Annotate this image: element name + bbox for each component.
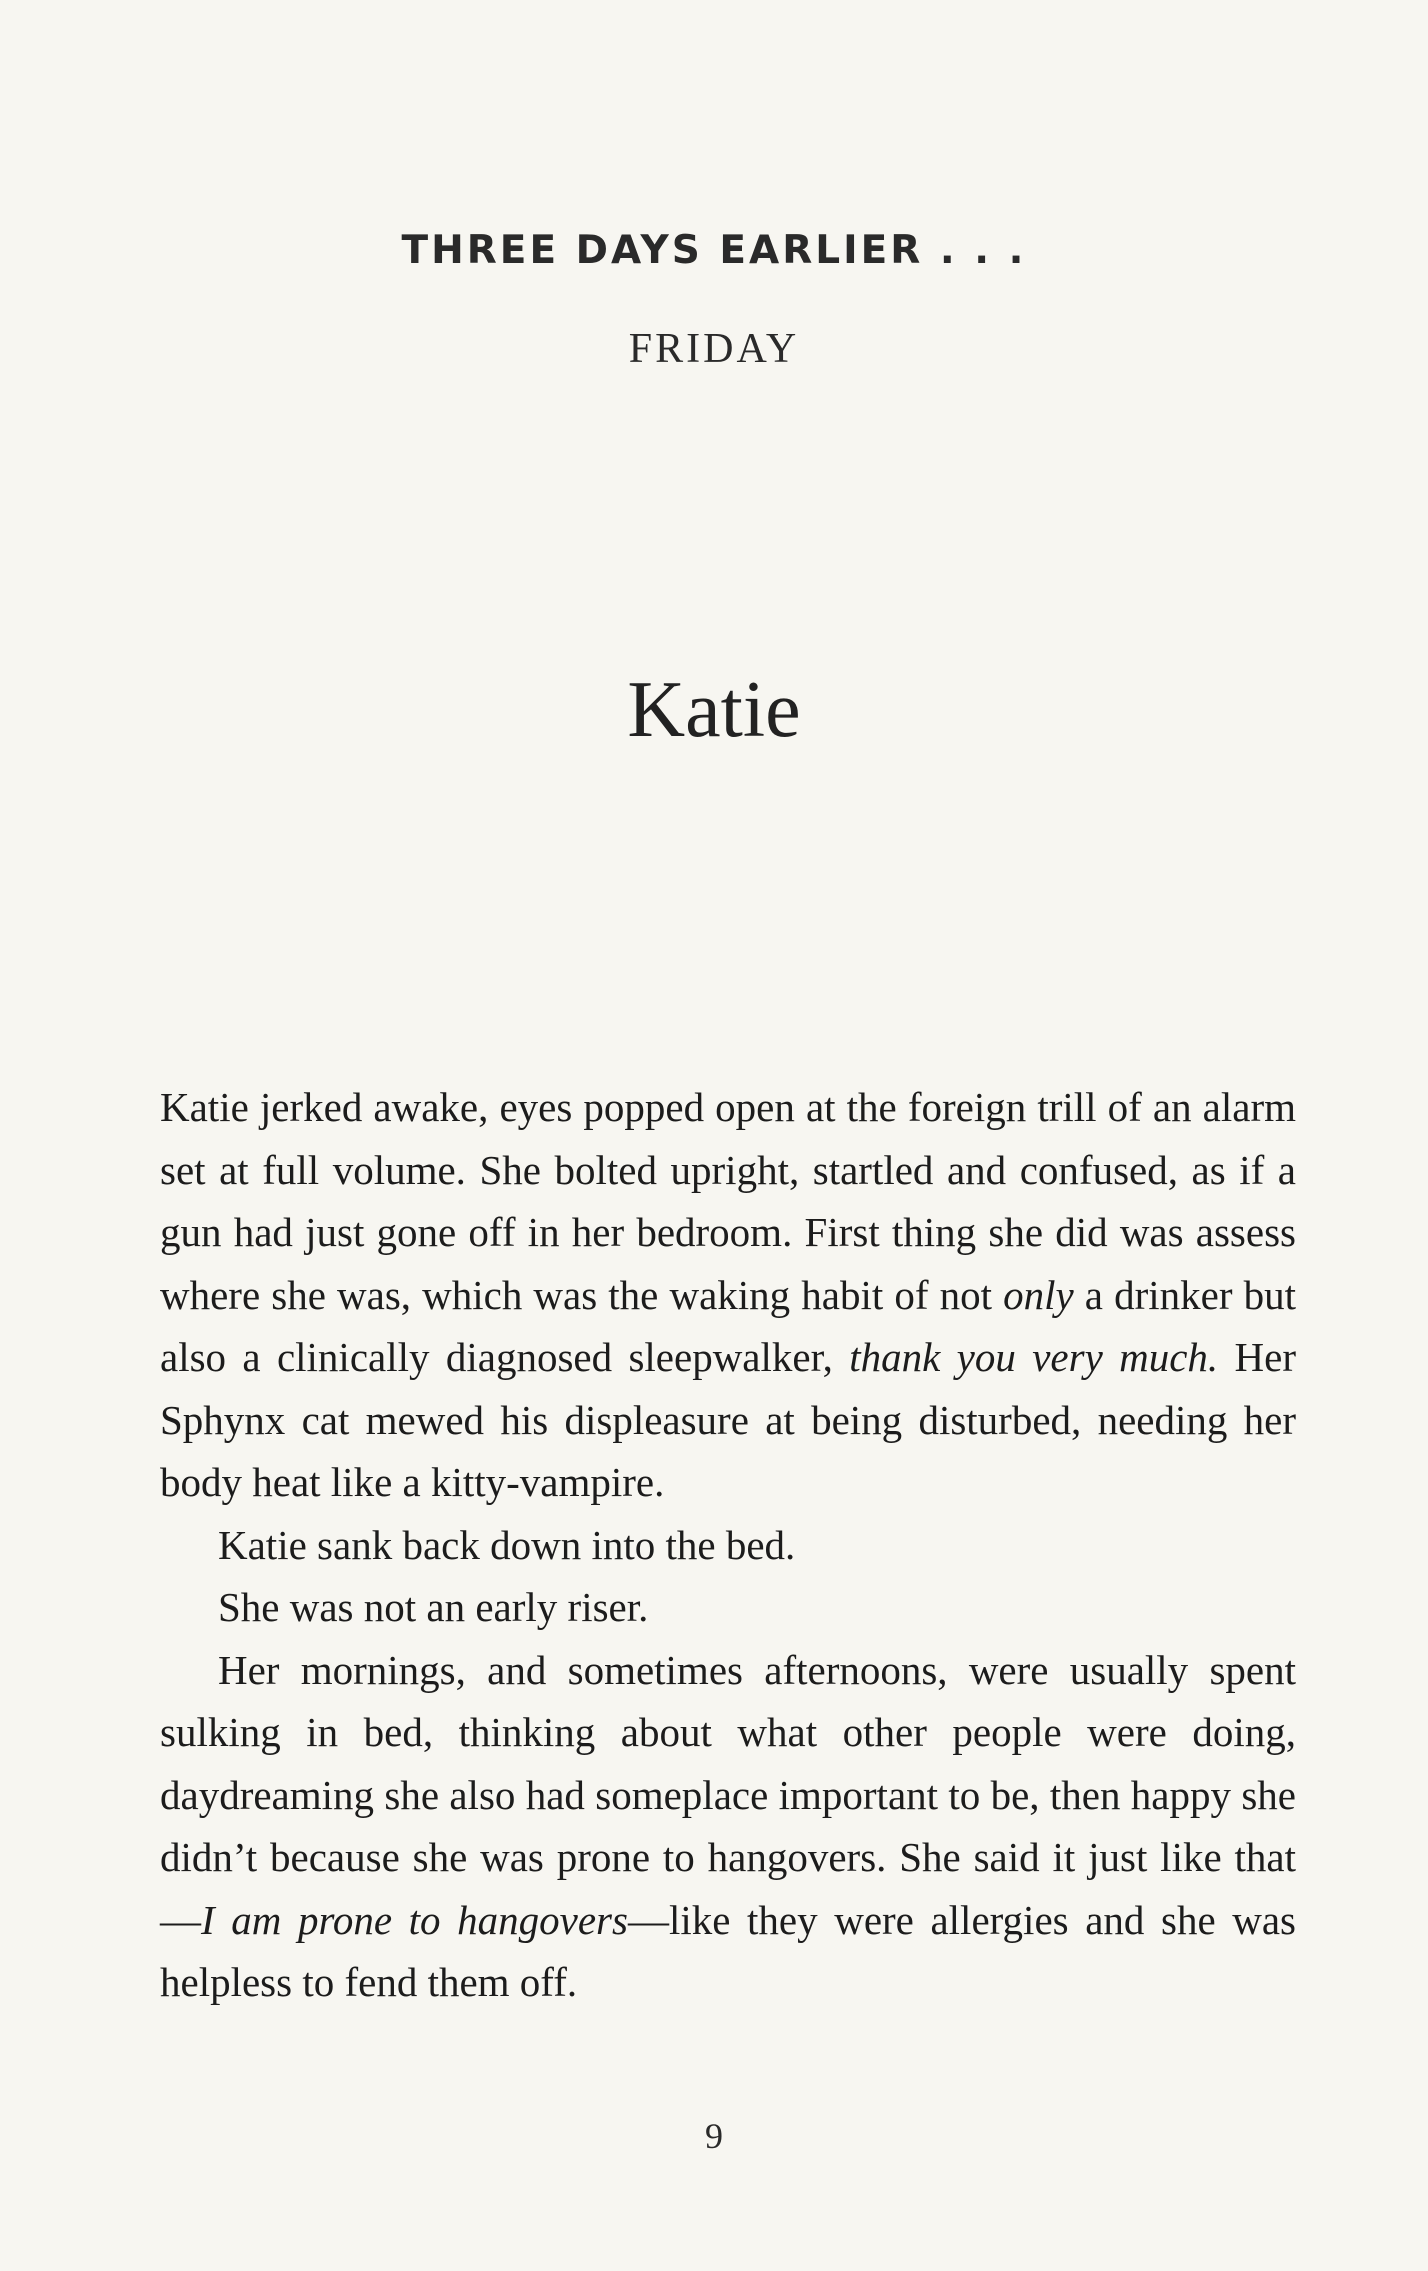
section-heading: THREE DAYS EARLIER . . . xyxy=(401,228,1027,273)
paragraph-4 xyxy=(160,1639,1296,2014)
paragraph-4-text-c: —like they were allergies and she was helpless to fend them off. xyxy=(160,1896,1296,2005)
paragraph-4-text-a: Her mornings, and sometimes afternoons, were usually spent sulking in bed, thinking about what other people were doing, daydreaming she also had someplace important to be, then happy she didn’t because she was prone to hangovers. She said it just like that— xyxy=(160,1646,1296,1943)
paragraph-1 xyxy=(160,1076,1296,1514)
chapter-body xyxy=(160,1076,1296,2014)
paragraph-1-text-e: Her Sphynx cat mewed his displeasure at being disturbed, needing her body heat like a kitty-vampire. xyxy=(160,1334,1297,1505)
paragraph-3: She was not an early riser. xyxy=(218,1584,649,1630)
paragraph-1-emphasis-only: only xyxy=(1003,1271,1074,1318)
paragraph-1-text-c: a drinker but also a clinically diagnosed sleepwalker, xyxy=(160,1271,1296,1380)
paragraph-2: Katie sank back down into the bed. xyxy=(218,1521,796,1568)
chapter-title: Katie xyxy=(627,666,801,754)
paragraph-1-emphasis-thank-you: thank you very much. xyxy=(849,1334,1219,1380)
paragraph-1-text-a: Katie jerked awake, eyes popped open at the foreign trill of an alarm set at full volume. She bolted upright, startled and confused, as if a gun had just gone off in her bedroom. First thing she did was assess where she was, which was the waking habit of not xyxy=(160,1084,1296,1318)
day-heading: FRIDAY xyxy=(628,326,800,372)
paragraph-4-emphasis-hangovers: I am prone to hangovers xyxy=(201,1896,628,1943)
page-number: 9 xyxy=(705,2116,723,2156)
